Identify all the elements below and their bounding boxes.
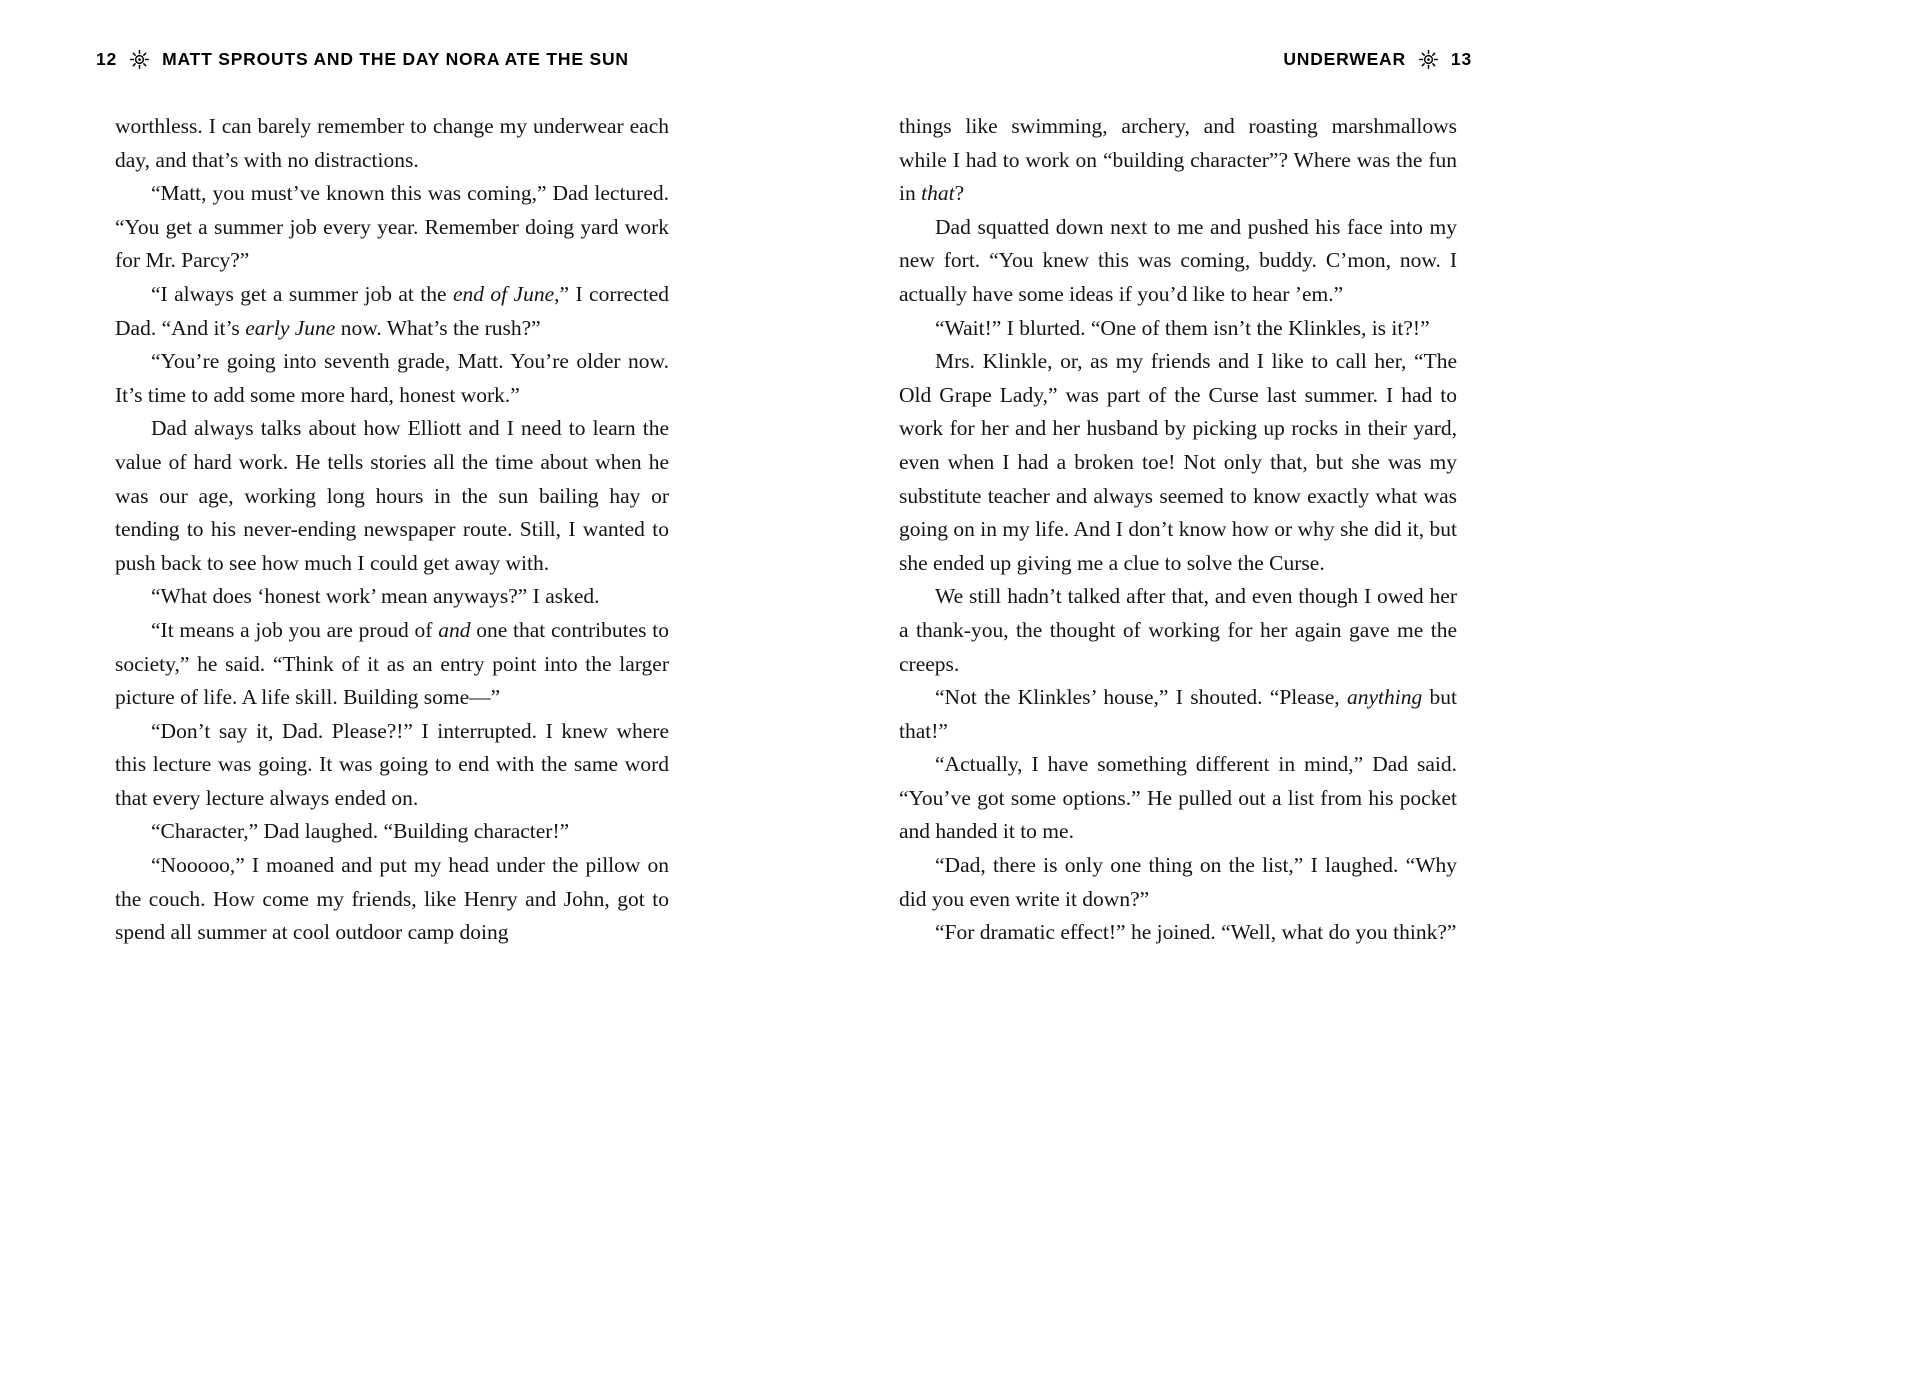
text-run: “For dramatic effect!” he joined. “Well, what do you think?” [935, 920, 1457, 945]
page-body-right [899, 110, 1457, 950]
paragraph [899, 849, 1457, 916]
paragraph [899, 580, 1457, 681]
text-run: “Wait!” I blurted. “One of them isn’t the Klinkles, is it?!” [935, 315, 1430, 340]
paragraph [115, 177, 669, 278]
paragraph [899, 681, 1457, 748]
text-run: “Nooooo,” I moaned and put my head under the pillow on the couch. How come my friends, like Henry and John, got to spend all summer at cool outdoor camp doing [115, 853, 669, 945]
text-run: Dad squatted down next to me and pushed his face into my new fort. “You knew this was coming, buddy. C’mon, now. I actually have some ideas if you’d like to hear ’em.” [899, 214, 1457, 306]
text-run: “Character,” Dad laughed. “Building character!” [151, 819, 570, 844]
text-run: anything [1346, 685, 1423, 710]
paragraph [899, 312, 1457, 346]
text-run: “It means a job you are proud of [151, 617, 439, 642]
text-run: but that!” [899, 685, 1457, 743]
sun-icon [129, 49, 150, 70]
text-run: things like swimming, archery, and roasting marshmallows while I had to work on “building character”? Where was the fun in [899, 114, 1457, 206]
text-run: “Don’t say it, Dad. Please?!” I interrupted. I knew where this lecture was going. It was going to end with the same word that every lecture always ended on. [115, 718, 669, 810]
paragraph [899, 110, 1457, 211]
paragraph [115, 815, 669, 849]
text-run: one that contributes to society,” he said. “Think of it as an entry point into the larger picture of life. A life skill. Building some—” [115, 617, 669, 710]
paragraph [115, 715, 669, 816]
text-run: ,” I corrected Dad. “And it’s [115, 281, 669, 340]
paragraph [115, 580, 669, 614]
page-header-right [1283, 49, 1472, 70]
text-run: Dad always talks about how Elliott and I need to learn the value of hard work. He tells stories all the time about when he was our age, working long hours in the sun bailing hay or tending to his never-ending newspaper route. Still, I wanted to push back to see how much I could get away with. [115, 416, 669, 575]
text-run: “I always get a summer job at the [151, 281, 453, 306]
paragraph [115, 614, 669, 715]
page-number-right: 13 [1450, 49, 1472, 69]
page-body-left [115, 110, 669, 950]
paragraph [115, 849, 669, 950]
paragraph [115, 110, 669, 177]
text-run: and [438, 617, 471, 642]
paragraph [115, 278, 669, 345]
paragraph [899, 345, 1457, 580]
text-run: “Actually, I have something different in mind,” Dad said. “You’ve got some options.” He pulled out a list from his pocket and handed it to me. [899, 752, 1457, 844]
paragraph [899, 916, 1457, 950]
text-run: “Not the Klinkles’ house,” I shouted. “Please, [935, 685, 1347, 710]
page-header-left [96, 49, 629, 70]
text-run: “What does ‘honest work’ mean anyways?” I asked. [151, 584, 600, 609]
text-run: that [921, 181, 955, 206]
running-title-left: MATT SPROUTS AND THE DAY NORA ATE THE SUN [162, 49, 629, 69]
text-run: early June [245, 315, 336, 340]
paragraph [115, 345, 669, 412]
running-title-right: UNDERWEAR [1283, 49, 1406, 69]
text-run: We still hadn’t talked after that, and even though I owed her a thank-you, the thought of working for her again gave me the creeps. [899, 584, 1457, 676]
text-run: Mrs. Klinkle, or, as my friends and I like to call her, “The Old Grape Lady,” was part of the Curse last summer. I had to work for her and her husband by picking up rocks in their yard, even when I had a broken toe! Not only that, but she was my substitute teacher and always seemed to know exactly what was going on in my life. And I don’t know how or why she did it, but she ended up giving me a clue to solve the Curse. [899, 349, 1457, 575]
paragraph [899, 211, 1457, 312]
text-run: “Matt, you must’ve known this was coming,” Dad lectured. “You get a summer job every year. Remember doing yard work for Mr. Parcy?” [115, 181, 669, 273]
sun-icon [1418, 49, 1439, 70]
paragraph [899, 748, 1457, 849]
text-run: “Dad, there is only one thing on the list,” I laughed. “Why did you even write it down?” [899, 853, 1457, 911]
text-run: worthless. I can barely remember to change my underwear each day, and that’s with no distractions. [115, 114, 669, 172]
text-run: end of June [452, 281, 555, 306]
text-run: “You’re going into seventh grade, Matt. You’re older now. It’s time to add some more hard, honest work.” [115, 349, 669, 407]
text-run: now. What’s the rush?” [335, 315, 541, 340]
page-number-left: 12 [96, 49, 118, 69]
text-run: ? [954, 181, 965, 206]
paragraph [115, 412, 669, 580]
